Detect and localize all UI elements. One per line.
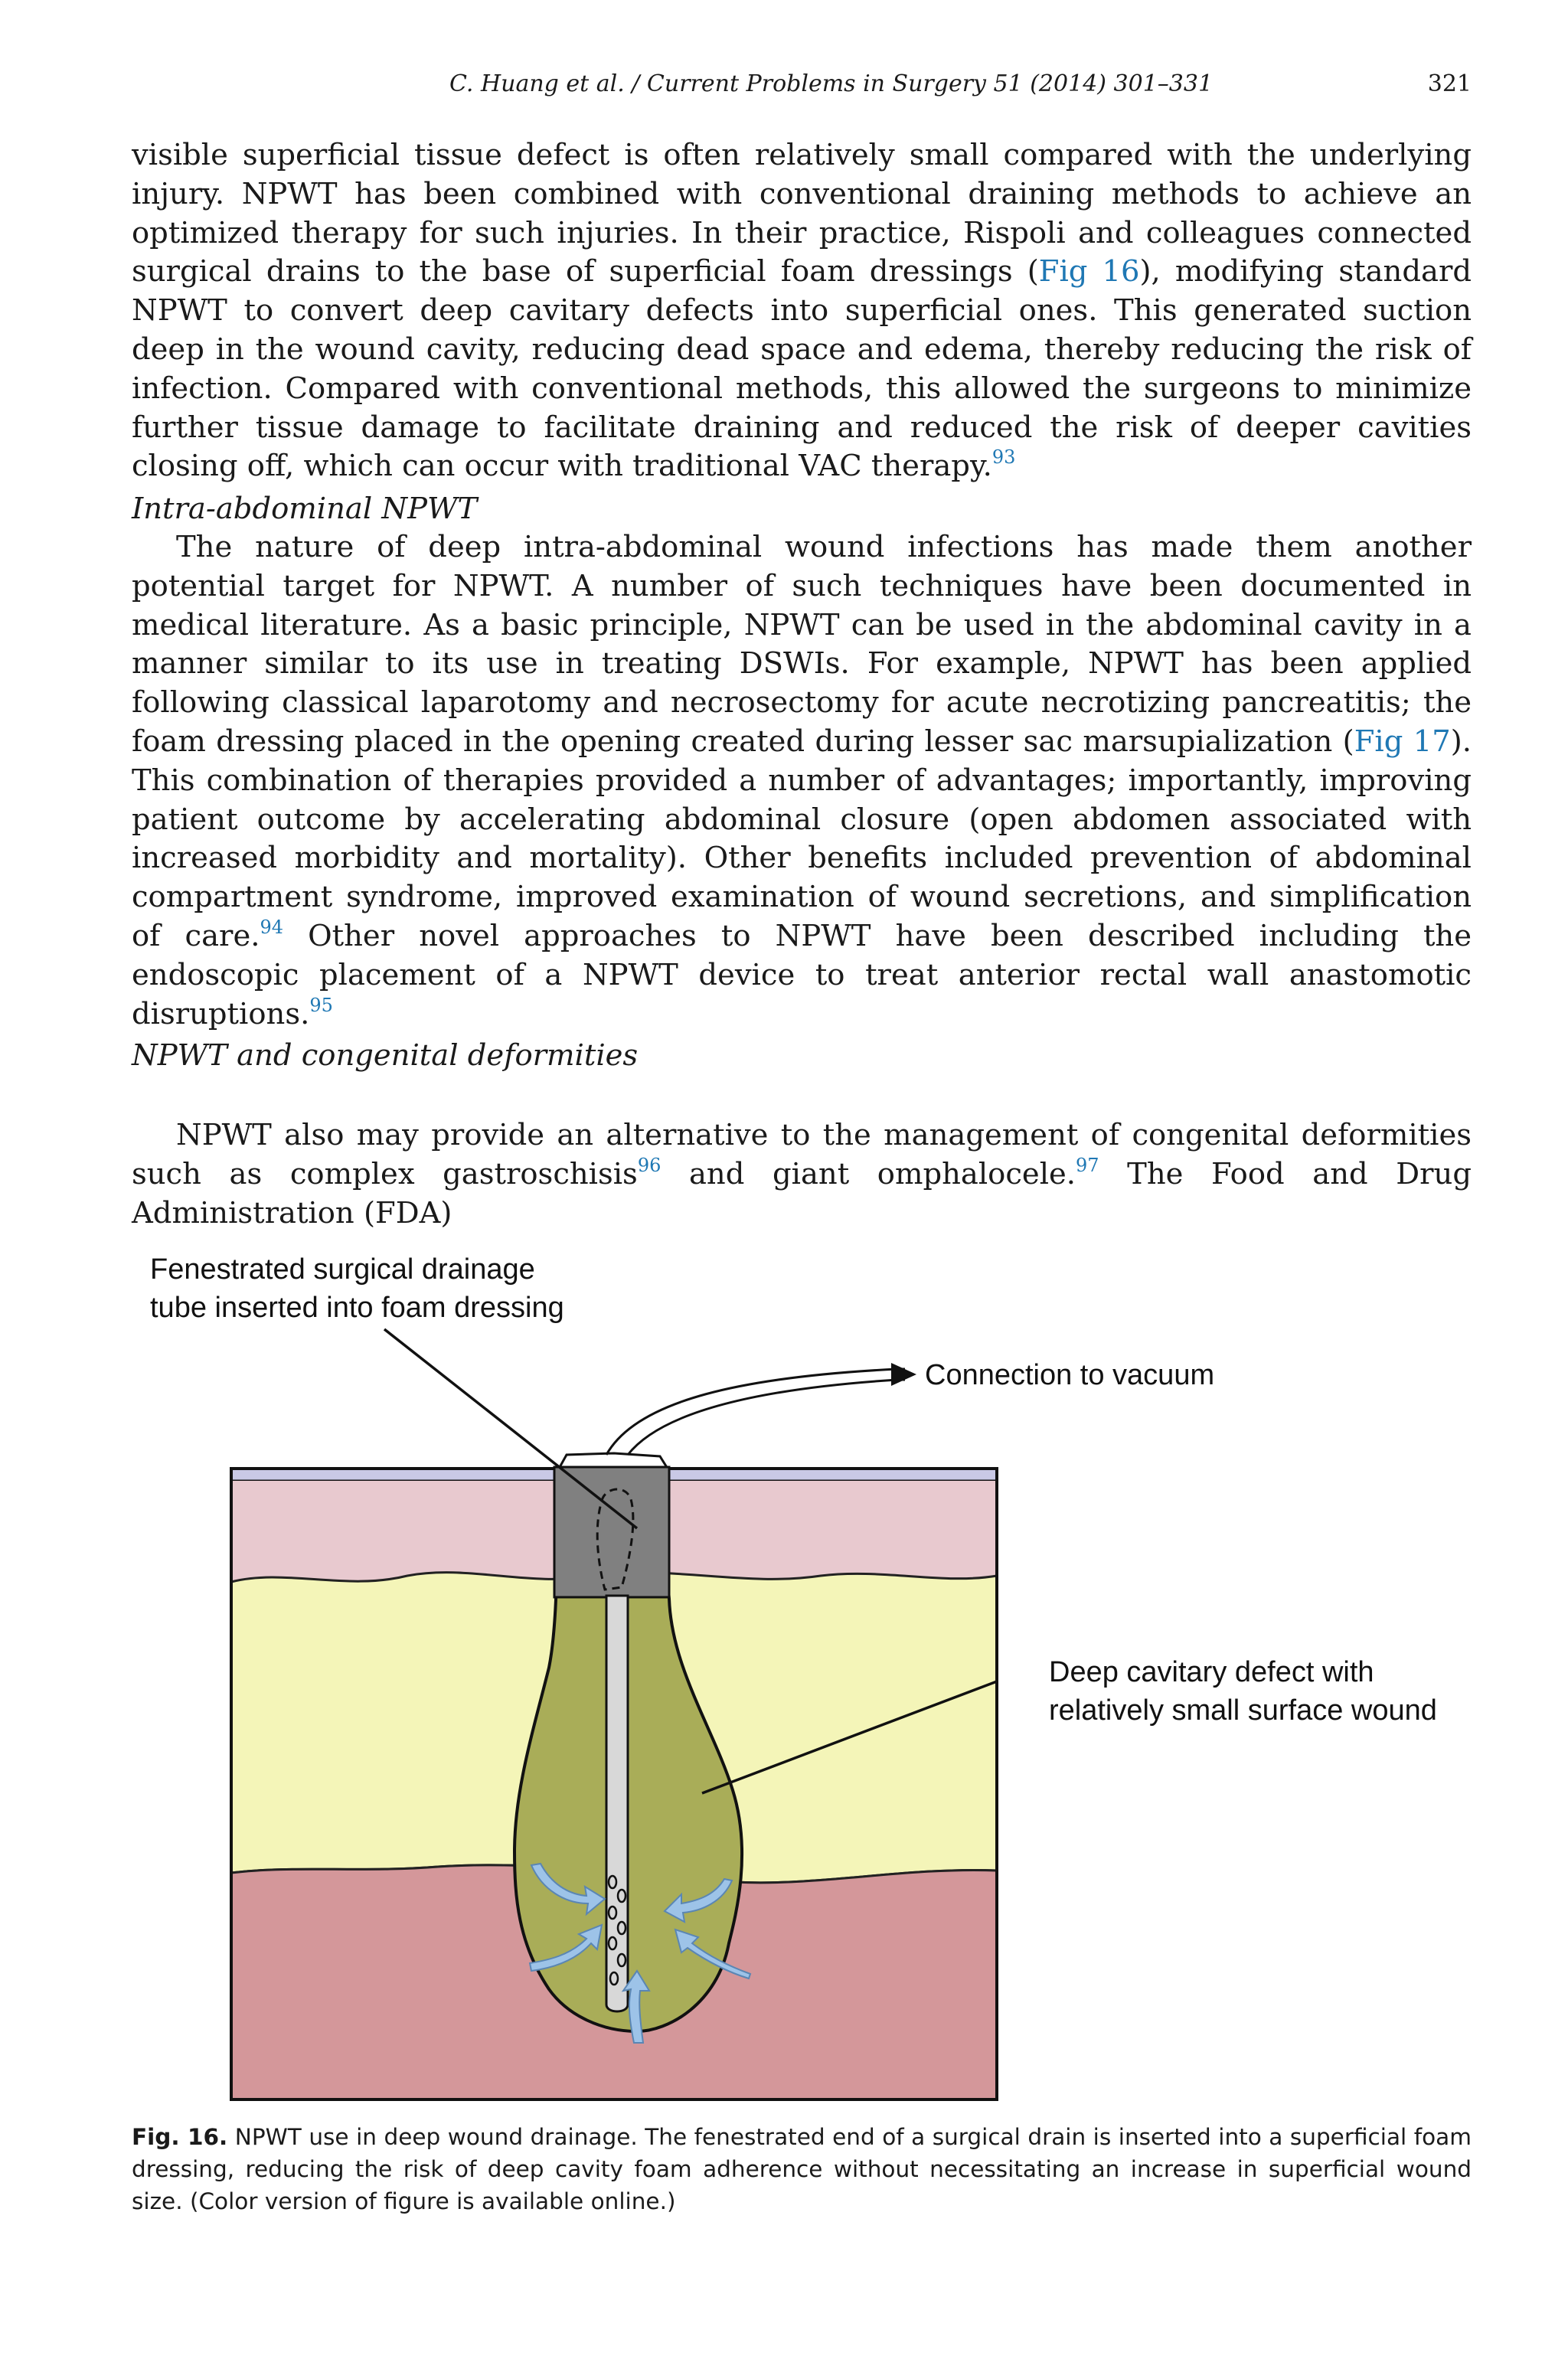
text-run: The nature of deep intra-abdominal wound infections has made them another potential target for NPWT. A number of such techniques have been documented in medical literature. As a basic principle, NPWT can be used in the abdominal cavity in a manner similar to its use in treating DSWIs. For example, NPWT has been applied following classical laparotomy and necrosectomy for acute necrotizing pancreatitis; the foam dressing placed in the opening created during lesser sac marsupialization ( <box>132 530 1472 759</box>
caption-label: Fig. 16. <box>132 2124 228 2150</box>
section-title-congenital: NPWT and congenital deformities <box>132 1038 639 1073</box>
paragraph-intro <box>132 136 1472 486</box>
citation-95[interactable]: 95 <box>309 994 333 1016</box>
text-run: ). This combination of therapies provided a number of advantages; importantly, improving patient outcome by accelerating abdominal closure (open abdomen associated with increased morbidity and mortality). Other benefits included prevention of abdominal compartment syndrome, improved examination of wound secretions, and simplification of care. <box>132 724 1472 953</box>
section-title-intra-abdominal: Intra-abdominal NPWT <box>132 492 478 526</box>
citation-97[interactable]: 97 <box>1076 1154 1099 1176</box>
foam-dressing-cap <box>554 1453 669 1597</box>
label-vacuum: Connection to vacuum <box>925 1359 1215 1391</box>
paragraph-intra-abdominal <box>132 528 1472 1034</box>
running-header <box>132 70 1472 101</box>
label-defect-line1: Deep cavitary defect with <box>1049 1656 1374 1688</box>
citation-93[interactable]: 93 <box>991 446 1016 469</box>
vacuum-tube <box>606 1369 914 1455</box>
text-run: ), modifying standard NPWT to convert deep cavitary defects into superficial ones. This generated suction deep in the wound cavity, reducing dead space and edema, thereby reducing the risk of infection. Compared with conventional methods, this allowed the surgeons to minimize further tissue damage to facilitate draining and reduced the risk of deeper cavities closing off, which can occur with traditional VAC therapy. <box>132 254 1472 484</box>
fig16-link[interactable]: Fig 16 <box>1038 254 1140 289</box>
text-run: NPWT also may provide an alternative to the management of congenital deformities such as complex gastroschisis <box>132 1118 1472 1191</box>
text-run: visible superficial tissue defect is often relatively small compared with the underlying injury. NPWT has been combined with conventional draining methods to achieve an optimized therapy for such injuries. In their practice, Rispoli and colleagues connected surgical drains to the base of superficial foam dressings ( <box>132 138 1472 289</box>
fig17-link[interactable]: Fig 17 <box>1354 724 1451 759</box>
text-run: Other novel approaches to NPWT have been described including the endoscopic placement of a NPWT device to treat anterior rectal wall anastomotic disruptions. <box>132 918 1472 1031</box>
page-number: 321 <box>1427 70 1472 97</box>
figure-caption <box>132 2121 1472 2217</box>
citation-94[interactable]: 94 <box>260 916 284 938</box>
text-run: The Food and Drug Administration (FDA) <box>132 1156 1472 1230</box>
label-drain-line1: Fenestrated surgical drainage <box>150 1253 535 1286</box>
citation-96[interactable]: 96 <box>637 1154 662 1176</box>
figure-16 <box>132 1239 1472 2112</box>
running-head: C. Huang et al. / Current Problems in Surgery 51 (2014) 301–331 <box>449 70 1214 97</box>
drainage-tube <box>606 1596 628 2011</box>
caption-text: NPWT use in deep wound drainage. The fenestrated end of a surgical drain is inserted into a superficial foam dressing, reducing the risk of deep cavity foam adherence without necessitating an increase in superficial wound size. (Color version of figure is available online.) <box>132 2124 1472 2214</box>
paragraph-congenital <box>132 1116 1472 1233</box>
text-run: and giant omphalocele. <box>661 1156 1076 1191</box>
label-defect-line2: relatively small surface wound <box>1049 1694 1437 1727</box>
label-drain-line2: tube inserted into foam dressing <box>150 1292 564 1324</box>
